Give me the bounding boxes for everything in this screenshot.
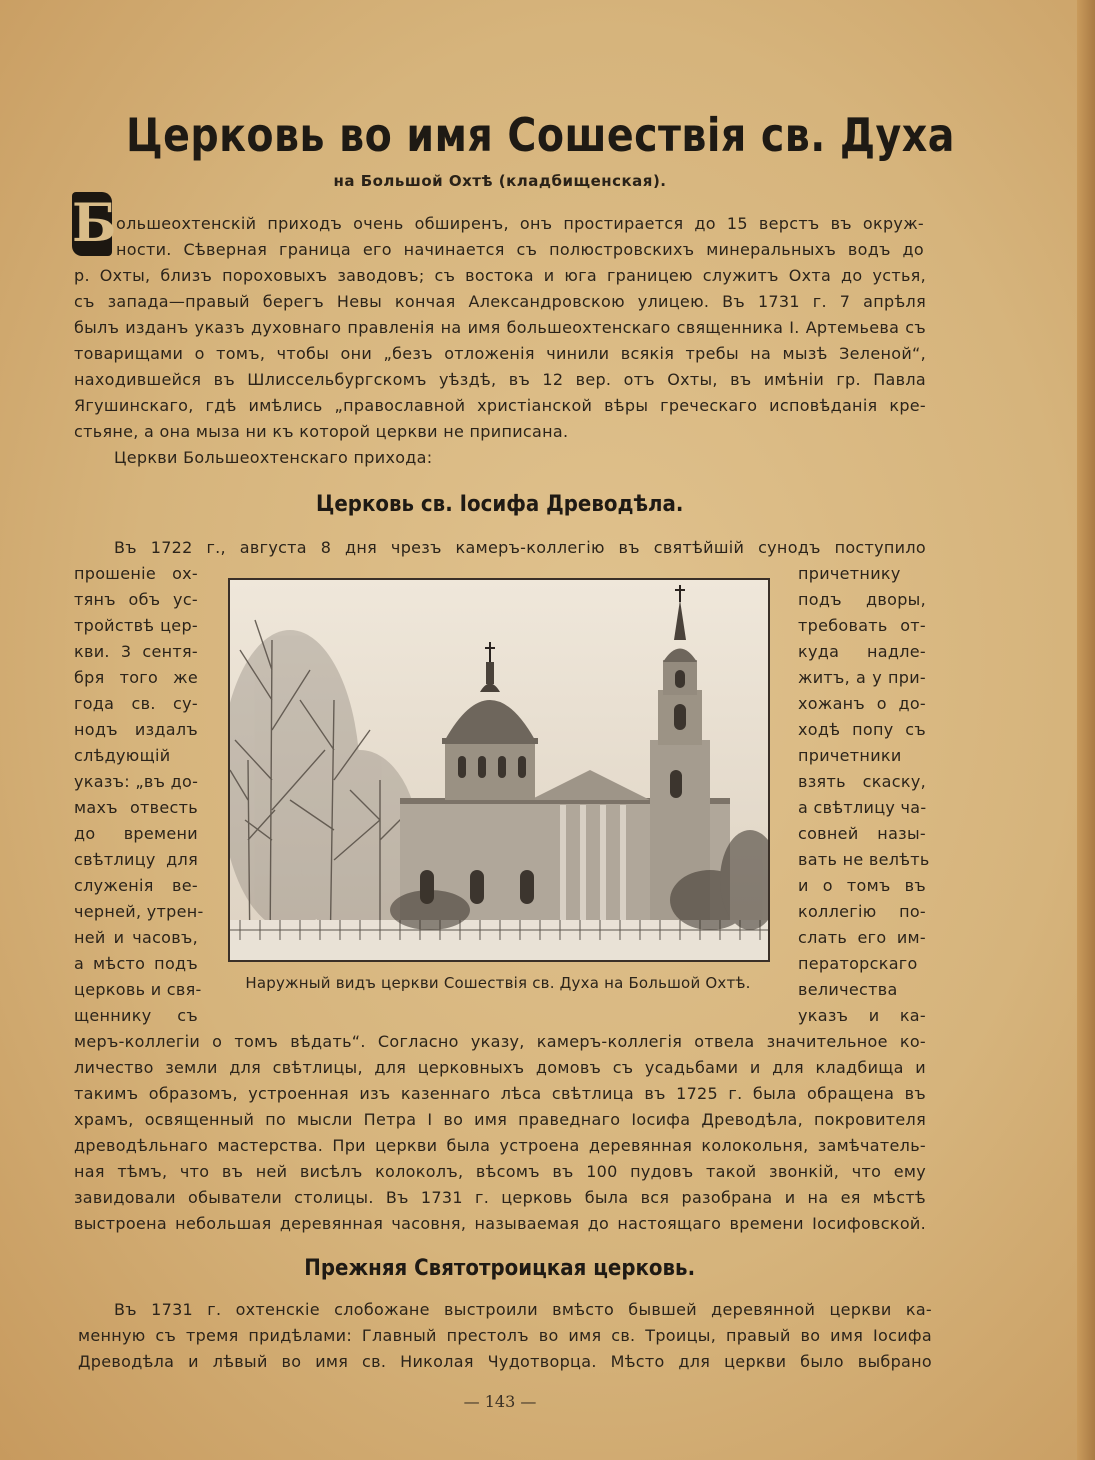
- left-col-line: служенія ве-: [74, 876, 198, 895]
- right-col-line: ператорскаго: [798, 954, 918, 973]
- section1-line: храмъ, освященный по мысли Петра І во имя праведнаго Іосифа Древодѣла, покровителя: [74, 1110, 926, 1129]
- section1-line: древодѣльнаго мастерства. При церкви была устроена деревянная колокольня, замѣчатель-: [74, 1136, 926, 1155]
- left-col-line: махъ отвесть: [74, 798, 198, 817]
- photo-caption: Наружный видъ церкви Сошествія св. Духа на Большой Охтѣ.: [245, 974, 751, 992]
- right-col-line: величества: [798, 980, 898, 999]
- section1-line: ная тѣмъ, что въ ней висѣлъ колоколъ, вѣсомъ въ 100 пудовъ такой звонкій, что ему: [74, 1162, 926, 1181]
- section1-line: выстроена небольшая деревянная часовня, называемая до настоящаго времени Іосифовской.: [74, 1214, 926, 1233]
- page-subtitle: на Большой Охтѣ (кладбищенская).: [333, 172, 667, 190]
- intro-line: находившейся въ Шлиссельбургскомъ уѣздѣ, въ 12 вер. отъ Охты, въ имѣніи гр. Павла: [74, 370, 926, 389]
- right-col-line: и о томъ въ: [798, 876, 926, 895]
- left-col-line: черней, утрен-: [74, 902, 204, 921]
- section1-line: меръ-коллегіи о томъ вѣдать“. Согласно указу, камеръ-коллегія отвела значительное ко-: [74, 1032, 926, 1051]
- right-col-line: причетнику: [798, 564, 901, 583]
- section1-line: завидовали обыватели столицы. Въ 1731 г. церковь была вся разобрана и на ея мѣстѣ: [74, 1188, 926, 1207]
- intro-line: былъ изданъ указъ духовнаго правленія на имя большеохтенскаго священника І. Артемьева съ: [74, 318, 926, 337]
- church-photo: [228, 578, 770, 962]
- left-col-line: ней и часовъ,: [74, 928, 198, 947]
- page-edge: [1077, 0, 1095, 1460]
- section1-first-line: Въ 1722 г., августа 8 дня чрезъ камеръ-коллегію въ святѣйшій сунодъ поступило: [114, 538, 926, 557]
- right-col-line: слать его им-: [798, 928, 926, 947]
- page-title: Церковь во имя Сошествія св. Духа: [126, 108, 955, 162]
- right-col-line: а свѣтлицу ча-: [798, 798, 927, 817]
- left-col-line: кви. 3 сентя-: [74, 642, 198, 661]
- left-col-line: бря того же: [74, 668, 198, 687]
- intro-line: товарищами о томъ, чтобы они „безъ отложенія чинили всякія требы на мызѣ Зеленой“,: [74, 344, 926, 363]
- left-col-line: до времени: [74, 824, 198, 843]
- right-col-line: хожанъ о до-: [798, 694, 926, 713]
- section1-line: такимъ образомъ, устроенная изъ казеннаго лѣса свѣтлица въ 1725 г. была обращена въ: [74, 1084, 926, 1103]
- intro-line: стьяне, а она мыза ни къ которой церкви не приписана.: [74, 422, 569, 441]
- section2-line: Въ 1731 г. охтенскіе слобожане выстроили вмѣсто бывшей деревянной церкви ка-: [114, 1300, 932, 1319]
- right-col-line: житъ, а у при-: [798, 668, 926, 687]
- left-col-line: прошеніе ох-: [74, 564, 198, 583]
- right-col-line: подъ дворы,: [798, 590, 926, 609]
- left-col-line: нодъ издалъ: [74, 720, 198, 739]
- right-col-line: ходѣ попу съ: [798, 720, 926, 739]
- right-col-line: требовать от-: [798, 616, 926, 635]
- intro-line: р. Охты, близъ пороховыхъ заводовъ; съ востока и юга границею служитъ Охта до устья,: [74, 266, 926, 285]
- right-col-line: куда надле-: [798, 642, 926, 661]
- intro-line: Церкви Большеохтенскаго прихода:: [114, 448, 433, 467]
- section-heading-iosif: Церковь св. Іосифа Древодѣла.: [315, 492, 684, 517]
- church-illustration: [230, 580, 768, 960]
- intro-line: съ запада—правый берегъ Невы кончая Александровскою улицею. Въ 1731 г. 7 апрѣля: [74, 292, 926, 311]
- left-col-line: тройствѣ цер-: [74, 616, 198, 635]
- left-col-line: слѣдующій: [74, 746, 171, 765]
- right-col-line: указъ и ка-: [798, 1006, 926, 1025]
- right-col-line: вать не велѣть: [798, 850, 930, 869]
- left-col-line: указъ: „въ до-: [74, 772, 199, 791]
- section2-line: Древодѣла и лѣвый во имя св. Николая Чудотворца. Мѣсто для церкви было выбрано: [78, 1352, 932, 1371]
- section-heading-trinity: Прежняя Святотроицкая церковь.: [304, 1256, 696, 1281]
- intro-line: ности. Сѣверная граница его начинается съ полюстровскихъ минеральныхъ водъ до: [116, 240, 924, 259]
- right-col-line: причетники: [798, 746, 902, 765]
- left-col-line: свѣтлицу для: [74, 850, 198, 869]
- left-col-line: а мѣсто подъ: [74, 954, 198, 973]
- page-number: — 143 —: [463, 1392, 537, 1411]
- section1-line: личество земли для свѣтлицы, для церковныхъ домовъ съ усадьбами и для кладбища и: [74, 1058, 926, 1077]
- right-col-line: взять скаску,: [798, 772, 926, 791]
- drop-cap: Б: [72, 193, 117, 254]
- section2-line: менную съ тремя придѣлами: Главный престолъ во имя св. Троицы, правый во имя Іосифа: [78, 1326, 932, 1345]
- left-col-line: щеннику съ: [74, 1006, 198, 1025]
- right-col-line: совней назы-: [798, 824, 926, 843]
- left-col-line: тянъ объ ус-: [74, 590, 198, 609]
- intro-line: Ягушинскаго, гдѣ имѣлись „православной христіанской вѣры греческаго исповѣданія кре-: [74, 396, 926, 415]
- intro-line: ольшеохтенскій приходъ очень обширенъ, онъ простирается до 15 верстъ въ окруж-: [116, 214, 924, 233]
- right-col-line: коллегію по-: [798, 902, 926, 921]
- left-col-line: церковь и свя-: [74, 980, 202, 999]
- left-col-line: года св. су-: [74, 694, 198, 713]
